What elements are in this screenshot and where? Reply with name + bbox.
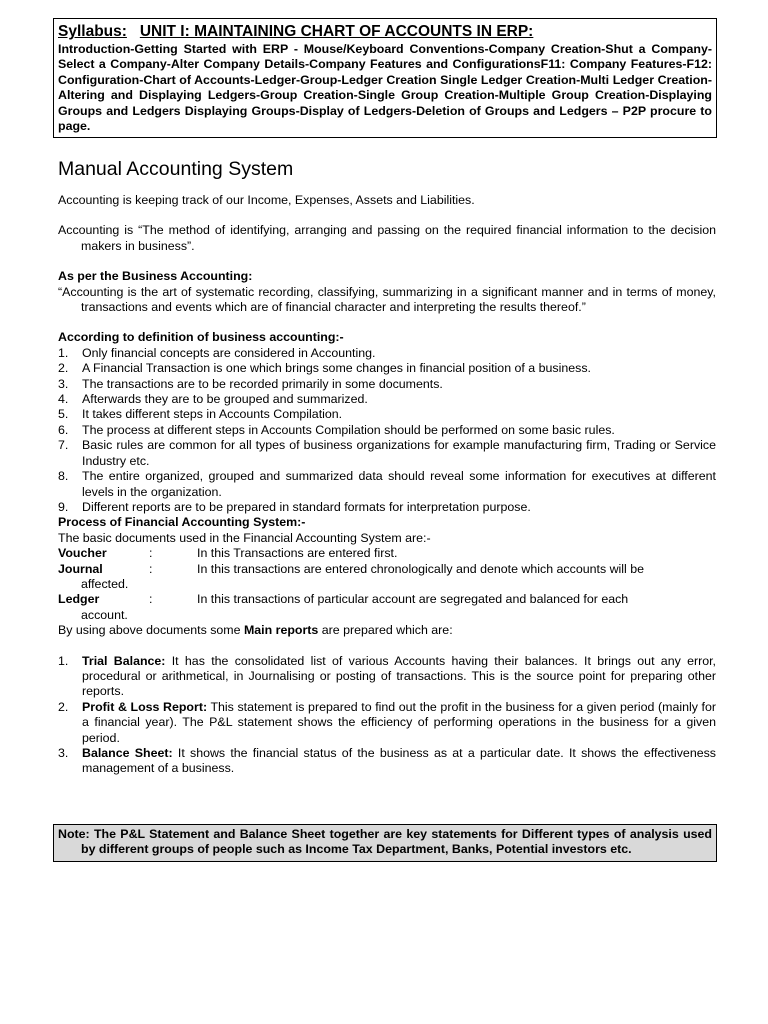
item-text: A Financial Transaction is one which brings some changes in financial position of a business. (82, 361, 591, 376)
note-text: Note: The P&L Statement and Balance Sheet together are key statements for Different types of analysis used by different groups of people such as Income Tax Department, Banks, Potential investors etc. (58, 827, 712, 857)
item-text: The process at different steps in Accounts Compilation should be performed on some basic rules. (82, 422, 615, 437)
report-term: Profit & Loss Report: (82, 699, 208, 714)
report-text: It shows the financial status of the business as at a particular date. It shows the effectiveness management of a business. (82, 746, 717, 776)
item-number: 7. (58, 438, 69, 453)
definition-heading: According to definition of business accounting:- (58, 330, 344, 345)
list-item (58, 361, 716, 376)
reports-list (58, 654, 716, 777)
item-number: 6. (58, 422, 69, 437)
item-number: 1. (58, 345, 69, 360)
item-text: Basic rules are common for all types of business organizations for example manufacturing firm, Trading or Service Industry etc. (82, 438, 716, 468)
item-text: The transactions are to be recorded primarily in some documents. (82, 376, 443, 391)
document-colon: : (149, 546, 153, 561)
document-desc: In this Transactions are entered first. (197, 546, 398, 561)
item-number: 1. (58, 653, 69, 668)
item-text (82, 654, 716, 700)
syllabus-box (53, 18, 717, 138)
item-number: 3. (58, 746, 69, 760)
list-item (58, 654, 716, 700)
list-item (58, 377, 716, 392)
document-desc-continued: account. (81, 607, 128, 622)
definition-list (58, 346, 716, 515)
list-item (58, 746, 716, 777)
report-term: Trial Balance: (82, 653, 166, 668)
item-number: 9. (58, 499, 69, 514)
report-term: Balance Sheet: (82, 746, 173, 760)
item-text: It takes different steps in Accounts Compilation. (82, 407, 343, 422)
document-desc: In this transactions of particular account are segregated and balanced for each (197, 592, 629, 607)
syllabus-body: Introduction-Getting Started with ERP - Mouse/Keyboard Conventions-Company Creation-Shut a Company-Select a Company-Alter Company Details-Company Features and ConfigurationsF11: Company Features-F12: Configuration-Chart of Accounts-Ledger-Group-Ledger Creation Single Ledger Creation-Multi Ledger Creation-Altering and Displaying Ledgers-Group Creation-Single Group Creation-Multiple Group Creation-Displaying Groups and Ledgers Displaying Groups-Display of Ledgers-Deletion of Groups and Ledgers – P2P procure to page. (58, 42, 712, 134)
process-lead: The basic documents used in the Financial Accounting System are:- (58, 530, 431, 545)
document-colon: : (149, 561, 153, 576)
process-heading: Process of Financial Accounting System:- (58, 515, 306, 530)
document-row-ledger (58, 592, 716, 607)
note-box (53, 824, 717, 862)
syllabus-unit: UNIT I: MAINTAINING CHART OF ACCOUNTS IN ERP: (139, 23, 534, 40)
item-text: The entire organized, grouped and summarized data should reveal some information for executives at different levels in the organization. (82, 469, 716, 499)
document-term: Ledger (58, 592, 100, 607)
report-text: This statement is prepared to find out the profit in the business for a given period (mainly for a financial year). The P&L statement shows the efficiency of performing operations in the business for a given period. (82, 699, 716, 745)
list-item (58, 500, 716, 515)
item-number: 4. (58, 392, 69, 407)
intro-paragraph-2: Accounting is “The method of identifying, arranging and passing on the required financial information to the decision makers in business”. (58, 223, 716, 253)
item-number: 8. (58, 469, 69, 484)
reports-intro-pre: By using above documents some (58, 623, 244, 638)
business-quote: “Accounting is the art of systematic recording, classifying, summarizing in a significant manner and in terms of money, transactions and events which are of financial character and interpreting the results thereof.” (58, 284, 716, 315)
document-desc: In this transactions are entered chronologically and denote which accounts will be (197, 561, 645, 576)
list-item (58, 392, 716, 407)
item-number: 3. (58, 376, 69, 391)
main-content (58, 157, 716, 777)
business-heading: As per the Business Accounting: (58, 269, 253, 284)
document-row-journal (58, 562, 716, 577)
reports-intro (58, 623, 716, 638)
list-item (58, 423, 716, 438)
item-text: Different reports are to be prepared in standard formats for interpretation purpose. (82, 499, 531, 514)
reports-intro-post: are prepared which are: (318, 623, 453, 638)
document-desc-continued: affected. (81, 576, 129, 591)
list-item (58, 346, 716, 361)
list-item (58, 438, 716, 469)
item-number: 5. (58, 407, 69, 422)
document-colon: : (149, 592, 153, 607)
syllabus-title (58, 23, 712, 41)
item-text (82, 700, 716, 746)
document-term: Voucher (58, 546, 107, 561)
reports-intro-bold: Main reports (243, 623, 319, 638)
document-term: Journal (58, 561, 103, 576)
item-text: Only financial concepts are considered in Accounting. (82, 345, 376, 360)
list-item (58, 407, 716, 422)
document-row-voucher (58, 546, 716, 561)
item-text: Afterwards they are to be grouped and summarized. (82, 392, 368, 407)
item-number: 2. (58, 699, 69, 714)
list-item (58, 700, 716, 746)
report-text: It has the consolidated list of various Accounts having their balances. It brings out any error, procedural or arithmetical, in Journalising or posting of transactions. This is the source point for preparing other reports. (82, 653, 717, 699)
page-title: Manual Accounting System (58, 158, 294, 180)
item-text (82, 746, 716, 777)
list-item (58, 469, 716, 500)
intro-paragraph-1: Accounting is keeping track of our Income, Expenses, Assets and Liabilities. (58, 193, 475, 207)
syllabus-label: Syllabus: (58, 23, 127, 40)
item-number: 2. (58, 361, 69, 376)
